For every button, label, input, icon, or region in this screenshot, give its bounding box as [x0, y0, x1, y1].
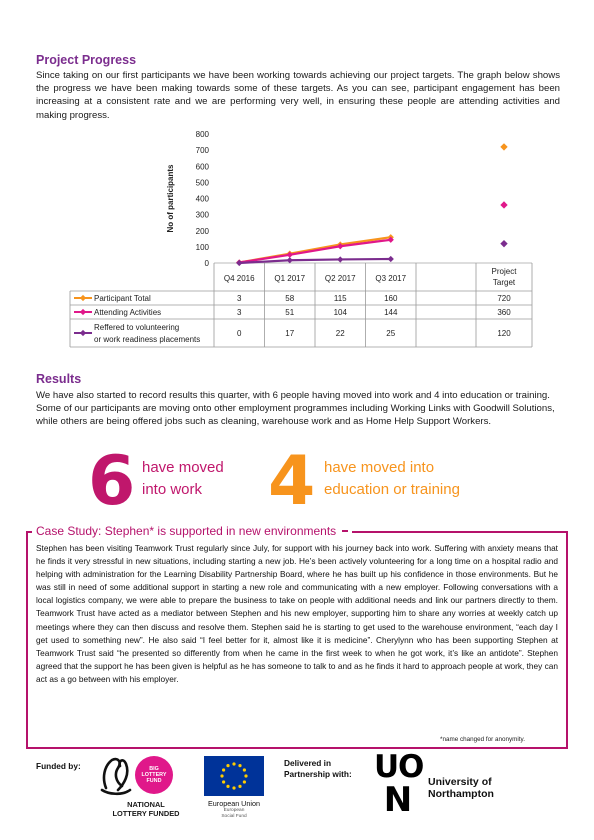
progress-paragraph: Since taking on our first participants we have been working towards achieving our project targets. The graph below shows the progress we have been making towards some of these targets. As you can see, participant engagement has been increasing at a consistent rate and we are performing very well, in ensuring these people are attending activities and making progress.	[36, 70, 560, 121]
badge-line-3: FUND	[146, 778, 162, 784]
table-cell: 0	[237, 329, 242, 338]
university-name	[428, 776, 494, 800]
uon-letter-u: U	[374, 749, 400, 785]
uon-letter-n: N	[383, 780, 413, 820]
stat-education-line2: education or training	[324, 481, 460, 498]
eu-star	[238, 764, 241, 767]
delivered-line1: Delivered in	[284, 758, 332, 768]
table-cell: 17	[285, 329, 295, 338]
eu-star	[232, 786, 235, 789]
legend-label: Attending Activities	[94, 308, 162, 317]
eu-star	[226, 764, 229, 767]
eu-sub-line1: European	[223, 808, 245, 813]
progress-chart	[0, 128, 594, 358]
stat-work-number: 6	[88, 442, 136, 521]
eu-star	[244, 774, 247, 777]
uon-letter-o: O	[398, 749, 425, 785]
badge-line-1: BIG	[149, 766, 159, 772]
eu-star	[220, 774, 223, 777]
results-heading: Results	[36, 372, 82, 386]
table-header-target: Project	[491, 267, 517, 276]
table-cell: 144	[384, 308, 398, 317]
eu-star	[243, 780, 246, 783]
legend-label: Reffered to volunteering	[94, 323, 180, 332]
y-tick-label: 200	[195, 226, 209, 236]
legend-label: or work readiness placements	[94, 335, 201, 344]
y-tick-label: 100	[195, 242, 209, 252]
table-cell-target: 360	[497, 308, 511, 317]
table-cell: 104	[333, 308, 347, 317]
badge-line-2: LOTTERY	[141, 772, 167, 778]
stat-work-line2: into work	[142, 481, 203, 498]
lottery-caption-line1: NATIONAL	[127, 800, 165, 809]
series-point	[388, 256, 394, 262]
table-cell-target: 120	[497, 329, 511, 338]
case-study-title-wrap	[32, 524, 352, 538]
table-cell: 51	[285, 308, 295, 317]
eu-star	[226, 785, 229, 788]
y-tick-label: 800	[195, 130, 209, 139]
eu-star	[238, 785, 241, 788]
eu-caption: European Union	[208, 799, 260, 808]
y-tick-label: 0	[204, 259, 209, 268]
crossed-fingers-icon	[94, 754, 140, 800]
stat-education-line1: have moved into	[324, 459, 435, 476]
table-cell: 3	[237, 294, 242, 303]
target-point	[500, 240, 507, 247]
uon-logo	[374, 749, 425, 820]
table-header-cell: Q2 2017	[324, 274, 356, 283]
table-cell: 22	[335, 329, 345, 338]
target-point	[500, 143, 507, 150]
table-cell: 3	[237, 308, 242, 317]
university-line2: Northampton	[428, 788, 494, 800]
case-study-body: Stephen has been visiting Teamwork Trust regularly since July, for support with his journey back into work. Suffering with anxiety means that he finds it very stressful in new situations, including starting a new job. He’s been actively volunteering for a long time on a hospital radio and helping with administration for the Learning Disability Partnership Board, where he has built up his confidence in those environments. But he was still in need of some additional support in starting a new role and communicating with a new employer. Following conversations with a local logistics company, we were able to prepare the business to take on people with additional needs and link our partners directly to them. Teamwork Trust have acted as a mediator between Stephen and his new employer, supporting him to share any worries at weekly catch up meetings where they can then discuss and resolve them. Stephen said he is starting to get used to the warehouse environment, “each day I get used to something new”. He also said “I feel better for it, almost like it is medicine”. Cherylynn who has been supporting Stephen at Teamwork Trust said “he presented so differently from when he came in the first week to when he got work, it’s like an antidote”. Stephen agreed that the support he has been given is helpful as he has someone to talk to and as he finds it hard to approach people at work, they can act as a go between with his employer.	[36, 543, 558, 684]
stat-education-text	[324, 457, 460, 501]
table-cell: 58	[285, 294, 295, 303]
delivered-label	[284, 758, 352, 780]
results-paragraph: We have also started to record results this quarter, with 6 people having moved into work and 4 into education or training. Some of our participants are moving onto other employment programmes including Working Links with Goodwill Solutions, while others are being offered jobs such as cleaning, warehouse work and as Home Help Support Workers.	[36, 390, 555, 428]
eu-sub-line2: Social Fund	[221, 814, 247, 819]
table-header-cell: Q4 2016	[223, 274, 255, 283]
big-lottery-fund-badge	[135, 756, 173, 794]
target-point	[500, 201, 507, 208]
eu-star	[222, 768, 225, 771]
legend-marker	[80, 330, 86, 336]
y-tick-label: 500	[195, 178, 209, 188]
eu-caption-wrap	[198, 799, 270, 820]
table-cell-target: 720	[497, 294, 511, 303]
eu-star	[222, 780, 225, 783]
table-header-cell: Q3 2017	[375, 274, 407, 283]
lottery-caption	[96, 800, 196, 818]
progress-heading: Project Progress	[36, 53, 137, 67]
legend-marker	[80, 309, 86, 315]
table-cell: 160	[384, 294, 398, 303]
series-point	[337, 256, 343, 262]
y-axis-label: No of participants	[166, 164, 175, 233]
legend-marker	[80, 295, 86, 301]
stat-education-number: 4	[268, 442, 316, 521]
lottery-caption-line2: LOTTERY FUNDED	[112, 809, 180, 818]
y-tick-label: 400	[195, 194, 209, 204]
y-tick-label: 300	[195, 210, 209, 220]
table-header-cell: Q1 2017	[274, 274, 306, 283]
y-tick-label: 700	[195, 146, 209, 156]
table-header-target: Target	[492, 278, 516, 287]
case-study-footnote: *name changed for anonymity.	[440, 736, 525, 743]
table-cell: 115	[333, 294, 347, 303]
eu-flag-icon	[204, 756, 264, 796]
eu-star	[243, 768, 246, 771]
series-point	[287, 257, 293, 263]
stat-work-text	[142, 457, 224, 501]
series-point	[236, 260, 242, 266]
table-cell: 25	[386, 329, 396, 338]
title-dash	[342, 530, 348, 532]
university-line1: University of	[428, 776, 492, 788]
eu-star	[232, 762, 235, 765]
case-study-title: Case Study: Stephen* is supported in new environments	[36, 524, 337, 538]
delivered-line2: Partnership with:	[284, 769, 352, 779]
funded-by-label: Funded by:	[36, 761, 81, 771]
stat-work-line1: have moved	[142, 459, 224, 476]
legend-label: Participant Total	[94, 294, 151, 303]
y-tick-label: 600	[195, 162, 209, 172]
